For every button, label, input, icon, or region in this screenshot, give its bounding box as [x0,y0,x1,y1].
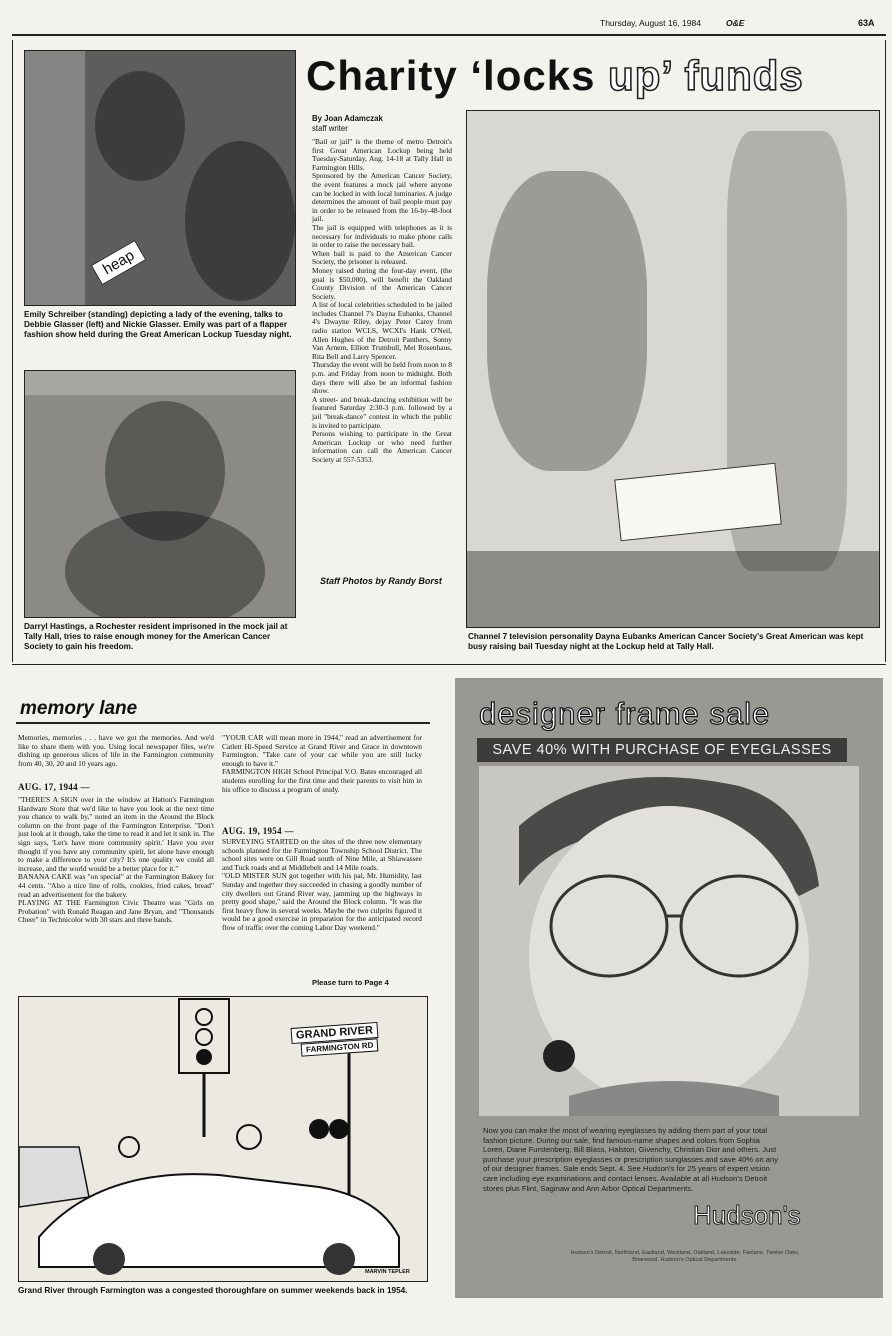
cartoon-caption: Grand River through Farmington was a congested thoroughfare on summer weekends back in 1954. [18,1286,408,1295]
charity-article-body: "Bail or jail" is the theme of metro Detroit's first Great American Lockup being held Tuesday-Saturday, Aug. 14-18 at Tally Hall in Farmington Hills. Sponsored by the American Cancer Society, the event features a mock jail where anyone can be locked in with local luminaries. A judge determines the amount of bail people must pay in order to be released from the 16-by-48-foot jail. The jail is equipped with telephones as it is necessary for individuals to make phone calls in order to raise the necessary bail. When bail is paid to the American Cancer Society, the prisoner is released. Money raised during the four-day event, (the goal is $50,000), will benefit the Oakland County Division of the American Cancer Society. A list of local celebrities scheduled to be jailed includes Channel 7's Dayna Eubanks, Channel 4's Dwayne Riley, dejay Peter Carey from radio station WCLS, WCXI's Hank O'Neil, Allen Hughes of the Detroit Panthers, Sonny Van Arnem, Elliott Trumbull, Mel Rosenhaus, Rita Bell and Larry Spencer. Thursday the event will be held from noon to 8 p.m. and Friday from noon to midnight. Both days there will also be an informal fashion show. A street- and break-dancing exhibition will be featured Saturday 2:30-3 p.m. followed by a jail "break-dance" contest in which the public is invited to participate. Persons wishing to participate in the Great American Lockup or who need further information can call the American Cancer Society at 557-5353. [312,137,452,464]
hudsons-ad [455,678,883,1298]
photo-darryl-hastings [24,370,296,618]
ad-photo-drawing [479,766,859,1116]
ad-title: designer frame sale [479,696,771,731]
ad-body: Now you can make the most of wearing eyeglasses by adding them part of your total fashion picture. During our sale, find famous-name shapes and colors from Sophia Loren, Diane Furstenberg, Bill Blass, Halston, Givenchy, Christian Dior and others. Just purchase your prescription eyeglasses or prescription sunglasses and save 40% on any of our designer frames. Sale ends Sept. 4. See Hudson's for 25 years of expert vision care including eye examinations and contact lenses. Available at all Hudson's Detroit stores plus Flint, Saginaw and Ann Arbor Optical Departments. [483,1126,779,1193]
charity-frame-left [12,40,13,662]
cartoon-sign-farmington: FARMINGTON RD [301,1038,379,1056]
caption-dayna: Channel 7 television personality Dayna Eubanks American Cancer Society's Great American was kept busy raising bail Tuesday night at the Lockup held at Tally Hall. [468,632,864,651]
byline: By Joan Adamczak [312,114,383,123]
photo-sign: heap [91,240,147,286]
hudsons-logo: Hudson's [693,1200,801,1230]
ad-fine-print: Hudson's Detroit, Northland, Eastland, Westland, Oakland, Lakeside, Fairlane, Twelve Oaks, Briarwood. Hudson's Optical Departments. [570,1250,800,1263]
memory-lane-intro: Memories, memories . . . have we got the memories. And we'd like to share them with you. Using local newspaper files, we're dishing up generous slices of life in the Farmington community from 40, 30, 20 and 10 years ago. [18,733,214,768]
charity-frame-right [885,40,886,662]
continued-note: Please turn to Page 4 [312,978,389,987]
photo-flapper-fashion [24,50,296,306]
cartoon-sign-grand-river: GRAND RIVER [291,1022,379,1044]
date-line: Thursday, August 16, 1984 [600,18,701,28]
memory-lane-rule [16,722,430,724]
headline-dark: Charity ‘locks [306,52,596,99]
photo-dayna-eubanks [466,110,880,628]
caption-flapper: Emily Schreiber (standing) depicting a lady of the evening, talks to Debbie Glasser (left) and Nickie Glasser. Emily was part of a flapper fashion show held during the Great American Lockup Tuesday night. [24,310,292,339]
section-code: O&E [726,18,745,28]
ad-photo-woman-glasses [479,766,859,1116]
memory-lane-col2-top: "YOUR CAR will mean more in 1944," read an advertisement for Catlett Hi-Speed Service at Grand River and Grace in downtown Farmington. "Take care of your car while you are still lucky enough to have it." FARMINGTON HIGH School Principal V.O. Bates encouraged all students enrolling for the first time and their parents to visit him in his office to discuss a program of study. [222,733,422,794]
byline-role: staff writer [312,124,348,133]
caption-darryl: Darryl Hastings, a Rochester resident imprisoned in the mock jail at Tally Hall, tries to raise enough money for the American Cancer Society to gain his freedom. [24,622,288,651]
date-heading-1954: AUG. 19, 1954 — [222,826,294,836]
memory-lane-1944-items: "THERE'S A SIGN over in the window at Hatton's Farmington Hardware Store that we'd like to have you look at the next time you chance to walk by," noted an item in the Around the Block column on the front page of the Farmington Enterprise. "Don't just look at it though, take the time to read it and let it sink in. The sign says, 'Let's have more community spirit.' Have you ever thought if you have any community spirit, let alone have enough to make a difference to your city? It's one quality we could all increase, and the world would be a better place for it." BANANA CAKE was "on special" at the Farmington Bakery for 44 cents. "Also a nice line of rolls, cookies, fried cakes, bread" read an advertisement for the bakery. PLAYING AT THE Farmington Civic Theatre was "Girls on Probation" with Ronald Reagan and Jane Bryan, and "Thousands Cheer" in Technicolor with 30 stars and three bands. [18,795,214,925]
date-heading-1944: AUG. 17, 1944 — [18,782,90,792]
cartoon-signature: MARVIN TEPLER [365,1269,410,1275]
top-rule [12,34,886,36]
grand-river-cartoon [18,996,428,1282]
charity-headline [306,52,804,100]
memory-lane-1954-items: SURVEYING STARTED on the sites of the three new elementary schools planned for the Farmington Township School District. The school sites were on Gill Road south of Nine Mile, at Shiawassee and Tuck roads and at Middlebelt and 14 Mile roads. "OLD MISTER SUN got together with his pal, Mr. Humidity, last Sunday and together they succeeded in chasing a goodly number of city dwellers out Grand River way, jamming up the highways in pretty good shape," said the Around the Block column. "It was the first heavy flow in several weeks. Maybe the two culprits figured it would be a good exercise in preparation for the anticipated record flow of traffic over the coming Labor Day weekend." [222,837,422,932]
ad-subtitle: SAVE 40% WITH PURCHASE OF EYEGLASSES [477,738,847,762]
memory-lane-title: memory lane [20,698,138,719]
section-divider [12,664,886,665]
photo-credit: Staff Photos by Randy Borst [320,576,442,586]
page-number: 63A [858,18,875,28]
headline-light: up’ funds [608,52,804,99]
